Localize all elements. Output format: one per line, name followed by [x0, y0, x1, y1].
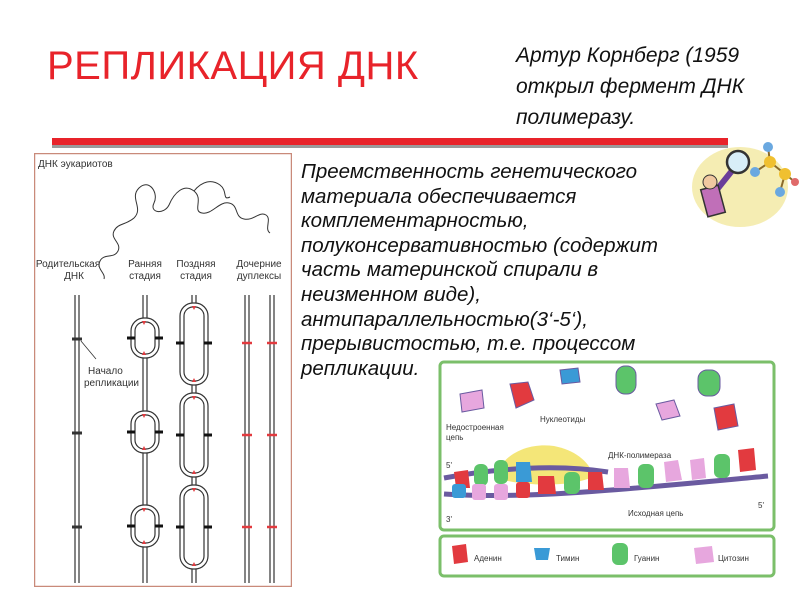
polymerase-frame	[440, 362, 774, 530]
legend-cytosine: Цитозин	[718, 554, 749, 563]
body-line-1: Преемственность генетического	[301, 160, 637, 183]
end-5-right: 5'	[758, 501, 764, 510]
author-line-2: открыл фермент ДНК	[516, 75, 745, 98]
legend-thymine: Тимин	[556, 554, 580, 563]
col-label-1b: ДНК	[64, 271, 84, 282]
col-label-4: Дочерние	[236, 259, 282, 270]
body-line-6: неизменном виде),	[301, 282, 481, 306]
body-line-3: комплементарностью,	[301, 209, 529, 233]
legend-adenine: Аденин	[474, 554, 502, 563]
author-line-1: Артур Корнберг (1959	[516, 44, 740, 67]
label-incomplete-2: цепь	[446, 433, 464, 442]
legend-swatch-guanine	[612, 543, 628, 565]
body-line-4: полуконсервативностью (содержит	[301, 233, 658, 257]
replication-bubbles-figure	[34, 153, 292, 587]
title-divider-red	[52, 138, 728, 145]
title-divider-gray	[52, 145, 728, 148]
author-note	[516, 40, 800, 133]
label-incomplete-1: Недостроенная	[446, 423, 504, 432]
col-label-2b: стадия	[129, 271, 161, 282]
author-line-3: полимеразу.	[516, 106, 636, 129]
legend-guanine: Гуанин	[634, 554, 660, 563]
figure-header: ДНК эукариотов	[38, 159, 113, 170]
col-label-3: Поздняя	[176, 259, 216, 270]
polymerase-figure	[438, 360, 776, 580]
figure-frame	[35, 154, 292, 587]
label-polymerase: ДНК-полимераза	[608, 451, 672, 460]
legend-swatch-cytosine	[694, 546, 714, 564]
slide-title: РЕПЛИКАЦИЯ ДНК	[47, 44, 419, 88]
body-line-9: репликации.	[301, 356, 420, 380]
annotation-line-2: репликации	[84, 378, 140, 389]
col-label-4b: дуплексы	[236, 271, 282, 282]
label-nucleotides: Нуклеотиды	[540, 415, 586, 424]
end-5-left: 5'	[446, 461, 452, 470]
legend-swatch-thymine	[534, 548, 550, 560]
col-label-2: Ранняя	[128, 259, 162, 270]
end-3-left: 3'	[446, 515, 452, 524]
body-line-8: прерывистостью, т.е. процессом	[301, 332, 636, 356]
body-line-2: материала обеспечивается	[301, 184, 577, 208]
body-line-5: часть материнской спирали в	[301, 258, 599, 282]
col-label-3b: стадия	[180, 271, 212, 282]
body-line-7: антипараллельностью(3‘-5‘),	[301, 307, 588, 331]
col-label-1: Родительская	[35, 259, 101, 270]
legend-swatch-adenine	[452, 544, 468, 564]
label-template: Исходная цепь	[628, 509, 684, 518]
scientist-clipart	[690, 132, 800, 232]
annotation-line-1: Начало	[88, 366, 123, 377]
